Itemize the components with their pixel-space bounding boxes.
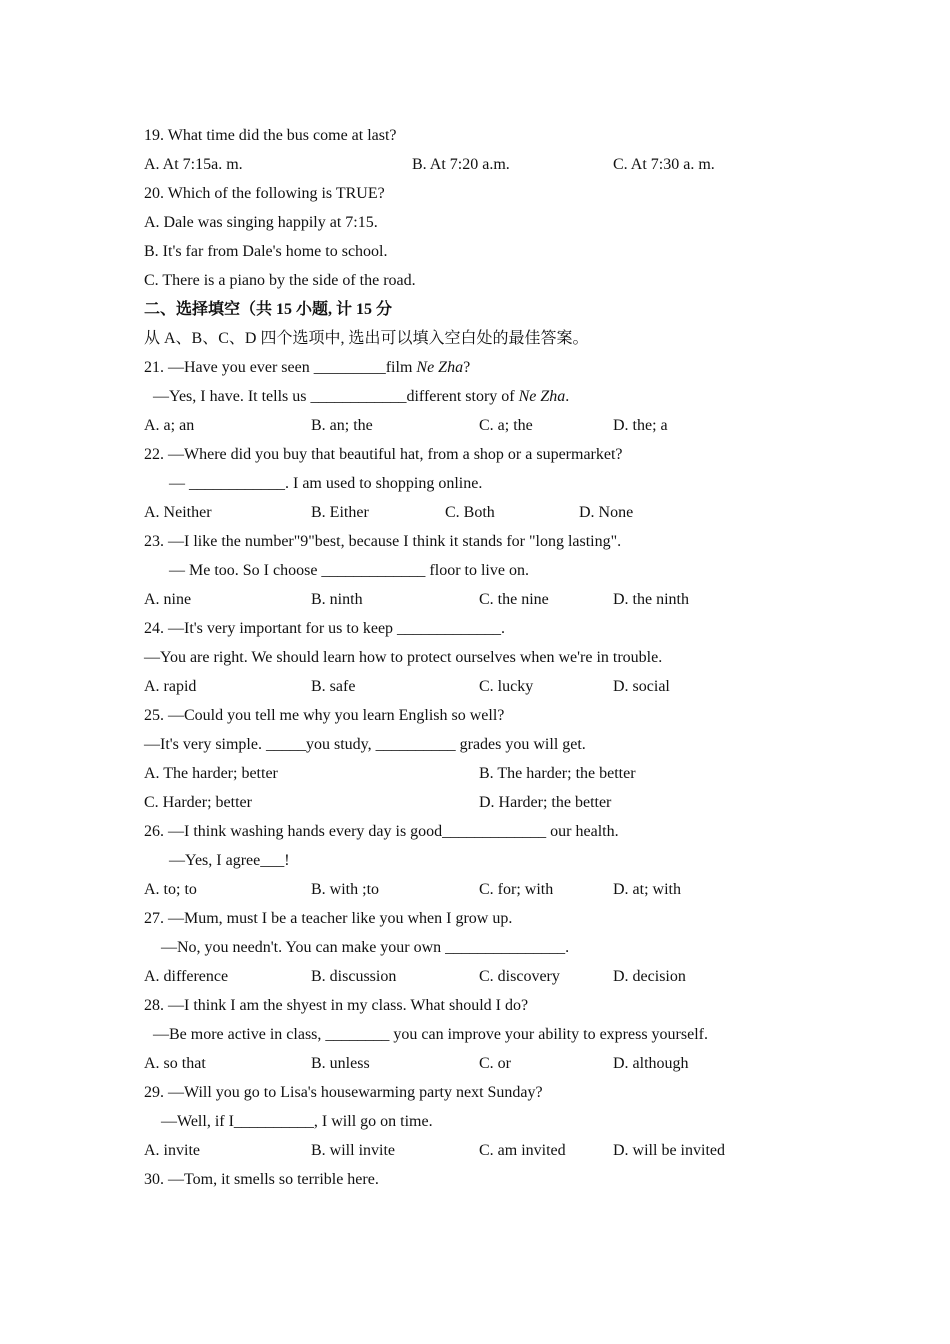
option-a: A. difference [144, 968, 229, 985]
option-d: D. the ninth [613, 591, 689, 608]
option-a: A. so that [144, 1055, 206, 1072]
q29-options [144, 1139, 764, 1168]
q26-line2: —Yes, I agree___! [169, 852, 290, 869]
q22-line1: 22. —Where did you buy that beautiful hat, from a shop or a supermarket? [144, 446, 623, 463]
option-d: D. None [579, 504, 634, 521]
q28-options [144, 1052, 764, 1081]
option-c: C. am invited [479, 1142, 566, 1159]
q21-options [144, 414, 764, 443]
q21-line1-text: 21. —Have you ever seen _________film [144, 359, 417, 376]
option-b: B. safe [311, 678, 356, 695]
option-a: A. rapid [144, 678, 197, 695]
q21-film-title-2: Ne Zha [518, 388, 566, 405]
option-b: B. discussion [311, 968, 397, 985]
q30-line1: 30. —Tom, it smells so terrible here. [144, 1171, 379, 1188]
q22-line2: — ____________. I am used to shopping online. [169, 475, 483, 492]
option-b: B. will invite [311, 1142, 395, 1159]
option-c: C. or [479, 1055, 511, 1072]
q23-options [144, 588, 764, 617]
q26-options [144, 878, 764, 907]
q25-line2: —It's very simple. _____you study, __________ grades you will get. [144, 736, 586, 753]
q21-line2-end: . [565, 388, 570, 405]
q26-line1: 26. —I think washing hands every day is good_____________ our health. [144, 823, 619, 840]
option-b: B. with ;to [311, 881, 380, 898]
exam-page [144, 124, 764, 1197]
q20-stem: 20. Which of the following is TRUE? [144, 185, 385, 202]
option-a: A. a; an [144, 417, 195, 434]
q21-line1 [144, 356, 764, 385]
q21-film-title: Ne Zha [416, 359, 464, 376]
option-d: D. decision [613, 968, 686, 985]
q21-line2-text: —Yes, I have. It tells us ____________different story of [153, 388, 519, 405]
option-d: D. Harder; the better [479, 794, 612, 811]
option-b: B. ninth [311, 591, 363, 608]
option-d: D. although [613, 1055, 689, 1072]
q25-options-row2 [144, 791, 764, 820]
option-c: C. Harder; better [144, 794, 252, 811]
q24-options [144, 675, 764, 704]
q19-stem: 19. What time did the bus come at last? [144, 127, 397, 144]
option-c: C. a; the [479, 417, 533, 434]
option-c: C. At 7:30 a. m. [613, 156, 715, 173]
option-d: D. the; a [613, 417, 668, 434]
section-instruction: 从 A、B、C、D 四个选项中, 选出可以填入空白处的最佳答案。 [144, 330, 589, 347]
q29-line2: —Well, if I__________, I will go on time. [161, 1113, 433, 1130]
q27-line2: —No, you needn't. You can make your own _______________. [161, 939, 570, 956]
section-title: 二、选择填空（共 15 小题, 计 15 分 [144, 301, 393, 318]
q21-line2 [144, 385, 764, 414]
option-a: A. At 7:15a. m. [144, 156, 243, 173]
q28-line2: —Be more active in class, ________ you can improve your ability to express yourself. [153, 1026, 708, 1043]
q27-line1: 27. —Mum, must I be a teacher like you when I grow up. [144, 910, 513, 927]
option-c: C. for; with [479, 881, 554, 898]
option-b: B. The harder; the better [479, 765, 636, 782]
option-b: B. unless [311, 1055, 370, 1072]
option-c: C. Both [445, 504, 495, 521]
option-c: C. discovery [479, 968, 560, 985]
q20-option-a: A. Dale was singing happily at 7:15. [144, 214, 378, 231]
option-b: B. At 7:20 a.m. [412, 156, 510, 173]
option-a: A. invite [144, 1142, 200, 1159]
option-c: C. lucky [479, 678, 534, 695]
q28-line1: 28. —I think I am the shyest in my class. What should I do? [144, 997, 529, 1014]
option-c: C. the nine [479, 591, 549, 608]
q27-options [144, 965, 764, 994]
option-b: B. Either [311, 504, 369, 521]
q29-line1: 29. —Will you go to Lisa's housewarming party next Sunday? [144, 1084, 543, 1101]
q24-line1: 24. —It's very important for us to keep _____________. [144, 620, 506, 637]
option-d: D. social [613, 678, 670, 695]
q25-line1: 25. —Could you tell me why you learn English so well? [144, 707, 505, 724]
q24-line2: —You are right. We should learn how to protect ourselves when we're in trouble. [144, 649, 663, 666]
q25-options-row1 [144, 762, 764, 791]
q22-options [144, 501, 764, 530]
q21-line1-end: ? [463, 359, 471, 376]
q23-line2: — Me too. So I choose _____________ floor to live on. [169, 562, 529, 579]
option-a: A. to; to [144, 881, 197, 898]
option-a: A. Neither [144, 504, 212, 521]
option-a: A. The harder; better [144, 765, 278, 782]
option-d: D. at; with [613, 881, 681, 898]
q20-option-b: B. It's far from Dale's home to school. [144, 243, 388, 260]
option-a: A. nine [144, 591, 192, 608]
q23-line1: 23. —I like the number"9"best, because I think it stands for "long lasting". [144, 533, 622, 550]
q20-option-c: C. There is a piano by the side of the road. [144, 272, 416, 289]
q19-options [144, 153, 764, 182]
option-b: B. an; the [311, 417, 373, 434]
option-d: D. will be invited [613, 1142, 725, 1159]
